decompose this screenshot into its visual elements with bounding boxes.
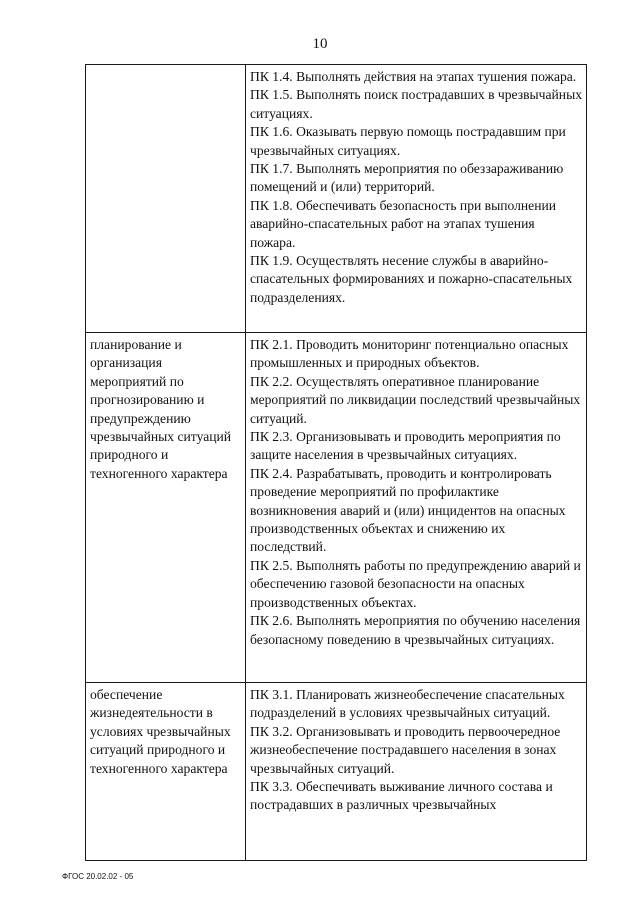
activity-area-cell bbox=[86, 65, 246, 333]
competency-item: ПК 3.1. Планировать жизнеобеспечение спасательных подразделений в условиях чрезвычайных ситуаций. bbox=[250, 687, 565, 721]
competency-item: ПК 1.7. Выполнять мероприятия по обеззараживанию помещений и (или) территорий. bbox=[250, 161, 564, 195]
competency-item: ПК 2.3. Организовывать и проводить мероприятия по защите населения в чрезвычайных ситуациях. bbox=[250, 429, 561, 463]
table-row bbox=[86, 683, 587, 861]
competency-item: ПК 2.2. Осуществлять оперативное планирование мероприятий по ликвидации последствий чрезвычайных ситуаций. bbox=[250, 373, 581, 426]
competency-item: ПК 1.5. Выполнять поиск пострадавших в чрезвычайных ситуациях. bbox=[250, 87, 583, 121]
competencies-cell bbox=[246, 65, 587, 333]
activity-area-cell bbox=[86, 333, 246, 683]
page-number: 10 bbox=[312, 36, 328, 52]
competency-item: ПК 1.4. Выполнять действия на этапах тушения пожара. bbox=[250, 69, 577, 84]
table-row bbox=[86, 333, 587, 683]
competency-item: ПК 1.8. Обеспечивать безопасность при выполнении аварийно-спасательных работ на этапах тушения пожара. bbox=[250, 197, 557, 250]
competency-item: ПК 2.5. Выполнять работы по предупреждению аварий и обеспечению газовой безопасности на опасных производственных объектах. bbox=[250, 557, 581, 610]
competency-item: ПК 2.6. Выполнять мероприятия по обучению населения безопасному поведению в чрезвычайных ситуациях. bbox=[250, 613, 581, 647]
competencies-cell bbox=[246, 683, 587, 861]
footer-standard-code: ФГОС 20.02.02 - 05 bbox=[62, 872, 134, 881]
competency-item: ПК 2.1. Проводить мониторинг потенциально опасных промышленных и природных объектов. bbox=[250, 337, 569, 371]
competency-item: ПК 3.3. Обеспечивать выживание личного состава и пострадавших в различных чрезвычайных bbox=[250, 779, 553, 813]
competency-item: ПК 3.2. Организовывать и проводить первоочередное жизнеобеспечение пострадавшего населения в зонах чрезвычайных ситуаций. bbox=[250, 723, 561, 776]
competencies-cell bbox=[246, 333, 587, 683]
competency-item: ПК 1.6. Оказывать первую помощь пострадавшим при чрезвычайных ситуациях. bbox=[250, 124, 566, 158]
competency-table bbox=[85, 64, 587, 861]
activity-area-cell bbox=[86, 683, 246, 861]
activity-area-text: обеспечение жизнедеятельности в условиях чрезвычайных ситуаций природного и техногенного характера bbox=[90, 687, 231, 776]
competency-item: ПК 1.9. Осуществлять несение службы в аварийно-спасательных формированиях и пожарно-спасательных подразделениях. bbox=[250, 253, 573, 305]
activity-area-text: планирование и организация мероприятий по прогнозированию и предупреждению чрезвычайных ситуаций природного и техногенного характера bbox=[90, 337, 232, 481]
table-row bbox=[86, 65, 587, 333]
competency-item: ПК 2.4. Разрабатывать, проводить и контролировать проведение мероприятий по профилактике возникновения аварий и (или) инцидентов на опасных производственных объектах и снижению их последствий. bbox=[250, 465, 566, 555]
